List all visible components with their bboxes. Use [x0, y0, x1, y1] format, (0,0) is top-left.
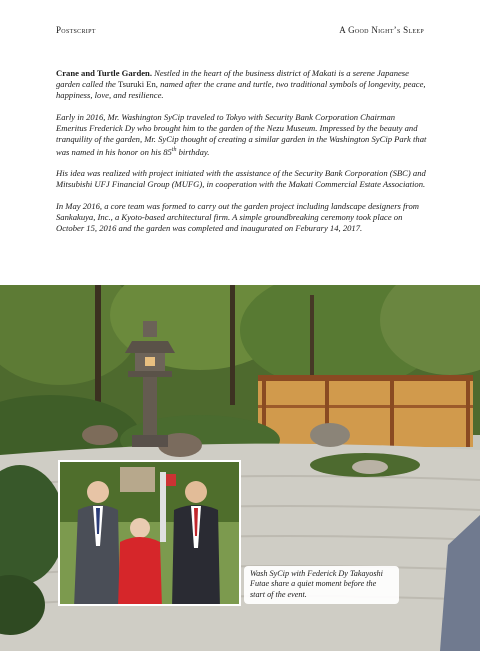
paragraph-1: Crane and Turtle Garden. Nestled in the heart of the business district of Makati is a serene Japanese garden called the Tsuruki En, named after the crane and turtle, two traditional symbols of longevity, peace, happiness, love, and resilience.: [56, 68, 426, 101]
book-title: A Good Night’s Sleep: [339, 25, 424, 35]
section-heading: Crane and Turtle Garden.: [56, 68, 152, 78]
garden-name: Tsuruki En,: [117, 79, 158, 90]
event-photo: [58, 460, 241, 606]
paragraph-3: His idea was realized with project initiated with the assistance of the Security Bank Corporation (SBC) and Mitsubishi UFJ Financial Group (MUFG), in cooperation with the Makati Commercial Estate Association.: [56, 168, 426, 190]
paragraph-2: Early in 2016, Mr. Washington SyCip traveled to Tokyo with Security Bank Corporation Chairman Emeritus Frederick Dy who brought him to the garden of the Nezu Museum. Impressed by the beauty and tranquility of the garden, Mr. SyCip thought of creating a similar garden in the Washington SyCip Park that was named in his honor on his 85th birthday.: [56, 111, 427, 158]
article-body: [56, 68, 428, 244]
paragraph-4: In May 2016, a core team was formed to carry out the garden project including landscape designers from Sankakuya, Inc., a Kyoto-based architectural firm. A simple groundbreaking ceremony took place on October 15, 2016 and the garden was completed and inaugurated on Feburary 14, 2017.: [56, 200, 419, 234]
photo-caption: Wash SyCip with Federick Dy Takayoshi Futae share a quiet moment before the start of the event.: [244, 566, 399, 604]
section-title: Postscript: [56, 25, 96, 35]
